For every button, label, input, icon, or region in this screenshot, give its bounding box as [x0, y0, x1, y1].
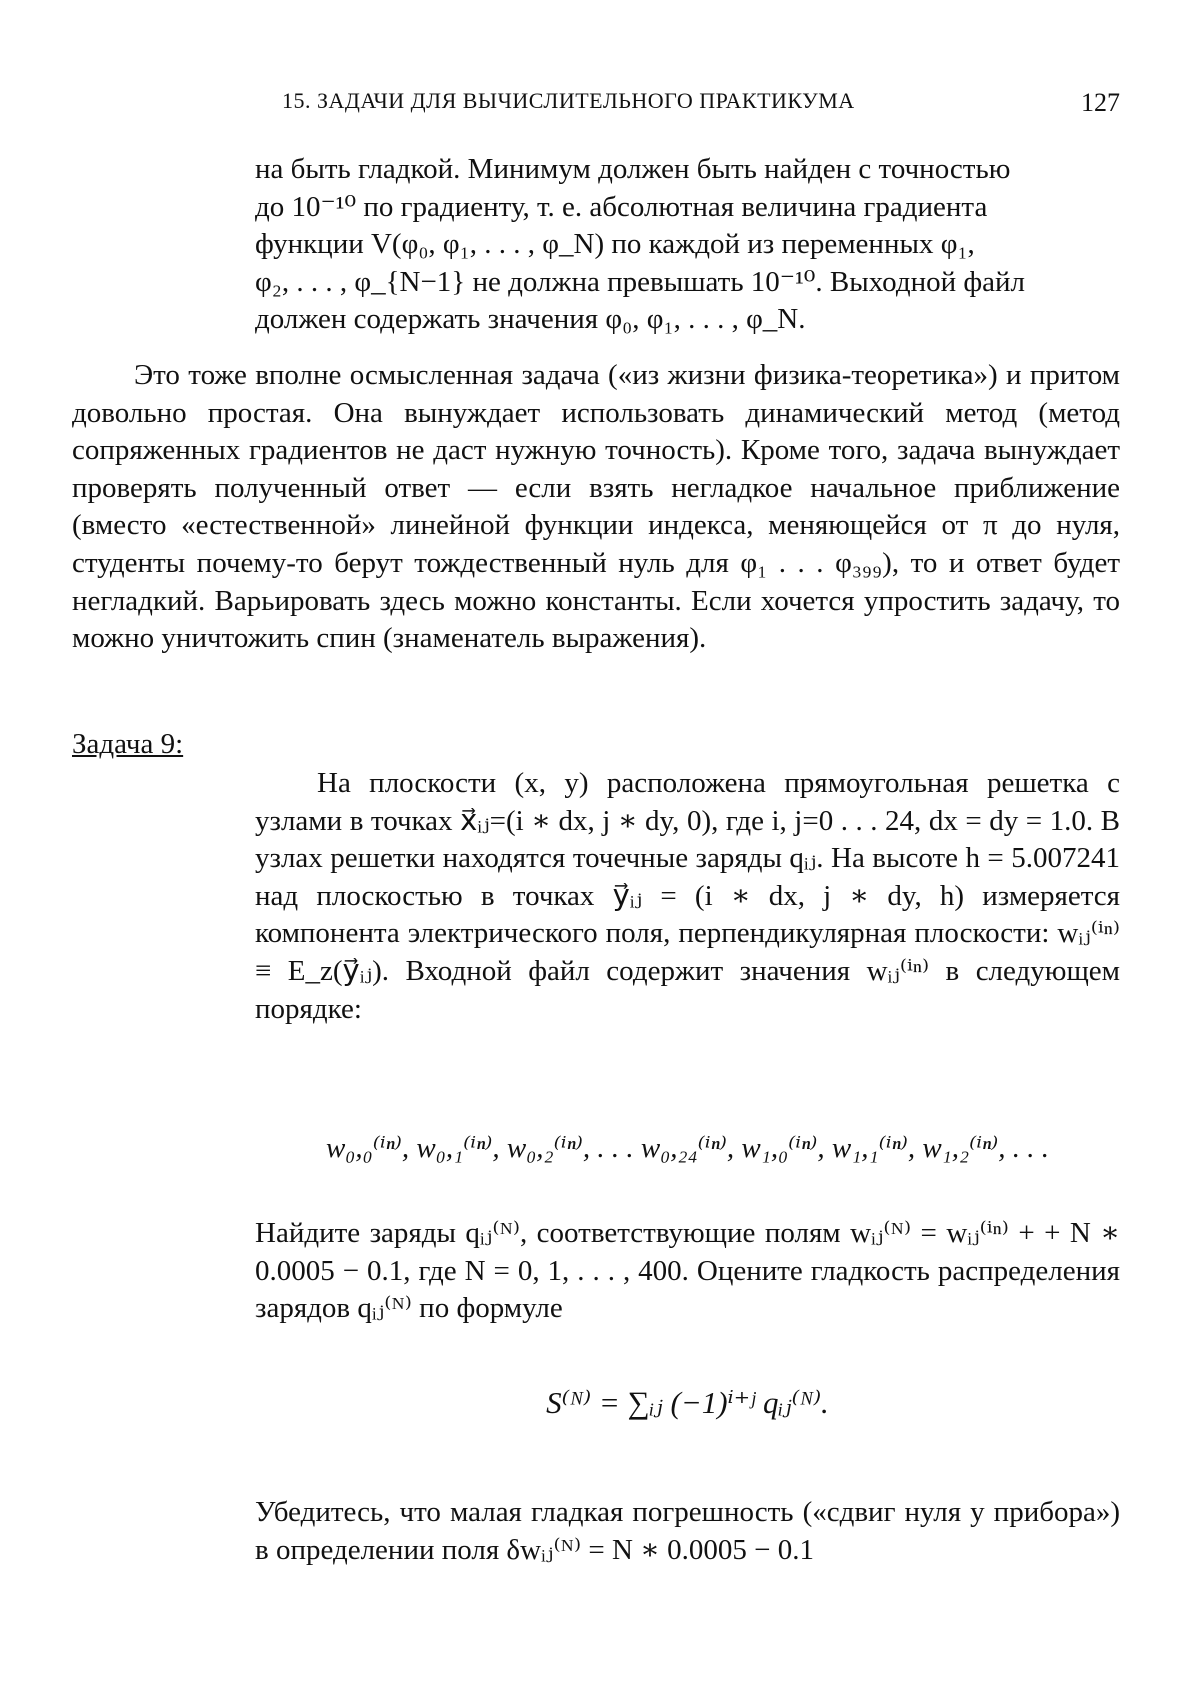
text-line: на быть гладкой. Минимум должен быть найден с точностью	[255, 153, 1011, 185]
page-header	[282, 88, 1120, 128]
page-number: 127	[1081, 88, 1120, 117]
smoothness-formula: S⁽ᴺ⁾ = ∑ᵢⱼ (−1)ⁱ⁺ʲ qᵢⱼ⁽ᴺ⁾.	[546, 1385, 829, 1420]
task-9-find-paragraph: Найдите заряды qᵢⱼ⁽ᴺ⁾, соответствующие полям wᵢⱼ⁽ᴺ⁾ = wᵢⱼ⁽ⁱⁿ⁾ + + N ∗ 0.0005 − 0.1, где N = 0, 1, . . . , 400. Оцените гладкость распределения зарядов qᵢⱼ⁽ᴺ⁾ по формуле	[255, 1217, 1120, 1325]
text-line: функции V(φ₀, φ₁, . . . , φ_N) по каждой из переменных φ₁,	[255, 228, 975, 261]
text-line: φ₂, . . . , φ_{N−1} не должна превышать 10⁻¹⁰. Выходной файл	[255, 265, 1026, 298]
task-9-verify-paragraph: Убедитесь, что малая гладкая погрешность («сдвиг нуля у прибора») в определении поля δwᵢⱼ⁽ᴺ⁾ = N ∗ 0.0005 − 0.1	[255, 1496, 1120, 1566]
text-line: должен содержать значения φ₀, φ₁, . . . , φ_N.	[255, 303, 806, 336]
running-head: 15. ЗАДАЧИ ДЛЯ ВЫЧИСЛИТЕЛЬНОГО ПРАКТИКУМА	[282, 88, 855, 113]
input-sequence-formula: w₀,₀⁽ⁱⁿ⁾, w₀,₁⁽ⁱⁿ⁾, w₀,₂⁽ⁱⁿ⁾, . . . w₀,₂₄⁽ⁱⁿ⁾, w₁,₀⁽ⁱⁿ⁾, w₁,₁⁽ⁱⁿ⁾, w₁,₂⁽ⁱⁿ⁾, . . .	[325, 1132, 1050, 1164]
task-continuation	[255, 151, 1120, 339]
task-9-label: Задача 9:	[72, 728, 184, 760]
task-9-statement: На плоскости (x, y) расположена прямоугольная решетка с узлами в точках x⃗ᵢⱼ=(i ∗ dx, j ∗ dy, 0), где i, j=0 . . . 24, dx = dy = 1.0. В узлах решетки находятся точечные заряды qᵢⱼ. На высоте h = 5.007241 над плоскостью в точках y⃗ᵢⱼ = (i ∗ dx, j ∗ dy, h) измеряется компонента электрического поля, перпендикулярная плоскости: wᵢⱼ⁽ⁱⁿ⁾ ≡ E_z(y⃗ᵢⱼ). Входной файл содержит значения wᵢⱼ⁽ⁱⁿ⁾ в следующем порядке:	[255, 767, 1120, 1025]
discussion-paragraph: Это тоже вполне осмысленная задача («из жизни физика-теоретика») и притом довольно простая. Она вынуждает использовать динамический метод (метод сопряженных градиентов не даст нужную точность). Кроме того, задача вынуждает проверять полученный ответ — если взять негладкое начальное приближение (вместо «естественной» линейной функции индекса, меняющейся от π до нуля, студенты почему-то берут тождественный нуль для φ₁ . . . φ₃₉₉), то и ответ будет негладкий. Варьировать здесь можно константы. Если хочется упростить задачу, то можно уничтожить спин (знаменатель выражения).	[72, 359, 1120, 655]
text-line: до 10⁻¹⁰ по градиенту, т. е. абсолютная величина градиента	[255, 190, 988, 223]
